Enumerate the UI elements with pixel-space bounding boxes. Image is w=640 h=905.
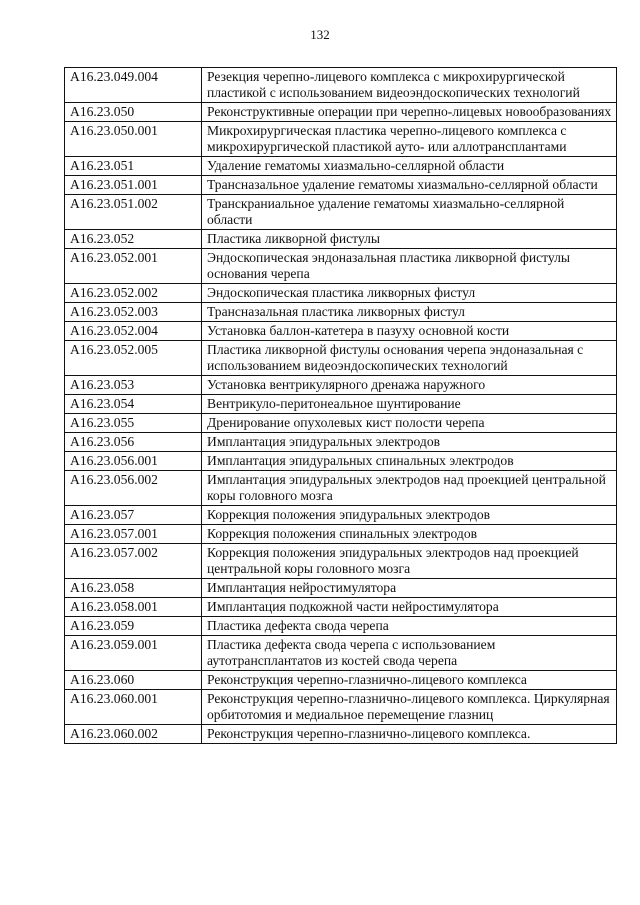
table-row [65, 157, 617, 176]
service-name: Имплантация нейростимулятора [202, 579, 617, 598]
service-code: A16.23.056.002 [65, 471, 202, 506]
service-code: A16.23.060.001 [65, 690, 202, 725]
service-name: Реконструкция черепно-глазнично-лицевого комплекса. Циркулярная орбитотомия и медиальное перемещение глазниц [202, 690, 617, 725]
service-name: Дренирование опухолевых кист полости черепа [202, 414, 617, 433]
service-name: Трансназальная пластика ликворных фистул [202, 303, 617, 322]
service-name: Имплантация эпидуральных спинальных электродов [202, 452, 617, 471]
service-code: A16.23.051 [65, 157, 202, 176]
service-name: Имплантация эпидуральных электродов [202, 433, 617, 452]
service-code: A16.23.051.001 [65, 176, 202, 195]
service-code: A16.23.057.002 [65, 544, 202, 579]
service-code: A16.23.049.004 [65, 68, 202, 103]
service-name: Резекция черепно-лицевого комплекса с микрохирургической пластикой с использованием видеоэндоскопических технологий [202, 68, 617, 103]
table-body [65, 68, 617, 744]
service-code: A16.23.052.005 [65, 341, 202, 376]
table-row [65, 395, 617, 414]
service-code: A16.23.060 [65, 671, 202, 690]
table-row [65, 376, 617, 395]
table-row [65, 249, 617, 284]
service-name: Эндоскопическая эндоназальная пластика ликворной фистулы основания черепа [202, 249, 617, 284]
service-name: Реконструкция черепно-глазнично-лицевого комплекса [202, 671, 617, 690]
service-name: Коррекция положения эпидуральных электродов [202, 506, 617, 525]
table-row [65, 303, 617, 322]
service-code: A16.23.054 [65, 395, 202, 414]
service-code: A16.23.059 [65, 617, 202, 636]
table-row [65, 414, 617, 433]
service-name: Пластика дефекта свода черепа [202, 617, 617, 636]
service-code: A16.23.052 [65, 230, 202, 249]
table-row [65, 579, 617, 598]
service-name: Реконструктивные операции при черепно-лицевых новообразованиях [202, 103, 617, 122]
services-table [64, 67, 617, 744]
table-row [65, 122, 617, 157]
table-row [65, 725, 617, 744]
service-name: Пластика дефекта свода черепа с использованием аутотрансплантатов из костей свода черепа [202, 636, 617, 671]
service-code: A16.23.057.001 [65, 525, 202, 544]
service-code: A16.23.051.002 [65, 195, 202, 230]
table-row [65, 433, 617, 452]
service-name: Реконструкция черепно-глазнично-лицевого комплекса. [202, 725, 617, 744]
table-row [65, 195, 617, 230]
table-row [65, 525, 617, 544]
table-row [65, 544, 617, 579]
service-name: Коррекция положения эпидуральных электродов над проекцией центральной коры головного мозга [202, 544, 617, 579]
table-row [65, 598, 617, 617]
table-row [65, 68, 617, 103]
service-code: A16.23.058.001 [65, 598, 202, 617]
service-name: Установка вентрикулярного дренажа наружного [202, 376, 617, 395]
service-code: A16.23.060.002 [65, 725, 202, 744]
table-row [65, 671, 617, 690]
table-row [65, 322, 617, 341]
table-row [65, 690, 617, 725]
service-name: Трансназальное удаление гематомы хиазмально-селлярной области [202, 176, 617, 195]
service-name: Вентрикуло-перитонеальное шунтирование [202, 395, 617, 414]
service-code: A16.23.057 [65, 506, 202, 525]
service-code: A16.23.053 [65, 376, 202, 395]
table-row [65, 176, 617, 195]
service-code: A16.23.052.004 [65, 322, 202, 341]
table-row [65, 636, 617, 671]
page-number: 132 [310, 27, 330, 42]
service-code: A16.23.052.003 [65, 303, 202, 322]
service-name: Пластика ликворной фистулы [202, 230, 617, 249]
table-row [65, 103, 617, 122]
table-row [65, 506, 617, 525]
service-code: A16.23.052.002 [65, 284, 202, 303]
service-name: Транскраниальное удаление гематомы хиазмально-селлярной области [202, 195, 617, 230]
service-name: Пластика ликворной фистулы основания черепа эндоназальная с использованием видеоэндоскопических технологий [202, 341, 617, 376]
table-row [65, 471, 617, 506]
service-code: A16.23.050 [65, 103, 202, 122]
service-name: Установка баллон-катетера в пазуху основной кости [202, 322, 617, 341]
service-code: A16.23.059.001 [65, 636, 202, 671]
service-name: Имплантация эпидуральных электродов над проекцией центральной коры головного мозга [202, 471, 617, 506]
service-name: Имплантация подкожной части нейростимулятора [202, 598, 617, 617]
service-code: A16.23.058 [65, 579, 202, 598]
service-code: A16.23.056 [65, 433, 202, 452]
service-name: Удаление гематомы хиазмально-селлярной области [202, 157, 617, 176]
table-row [65, 341, 617, 376]
service-code: A16.23.052.001 [65, 249, 202, 284]
table-row [65, 284, 617, 303]
service-code: A16.23.056.001 [65, 452, 202, 471]
service-code: A16.23.055 [65, 414, 202, 433]
service-name: Микрохирургическая пластика черепно-лицевого комплекса с микрохирургической пластикой ауто- или аллотрансплантами [202, 122, 617, 157]
table-row [65, 452, 617, 471]
service-name: Эндоскопическая пластика ликворных фистул [202, 284, 617, 303]
service-name: Коррекция положения спинальных электродов [202, 525, 617, 544]
table-row [65, 617, 617, 636]
table-row [65, 230, 617, 249]
service-code: A16.23.050.001 [65, 122, 202, 157]
